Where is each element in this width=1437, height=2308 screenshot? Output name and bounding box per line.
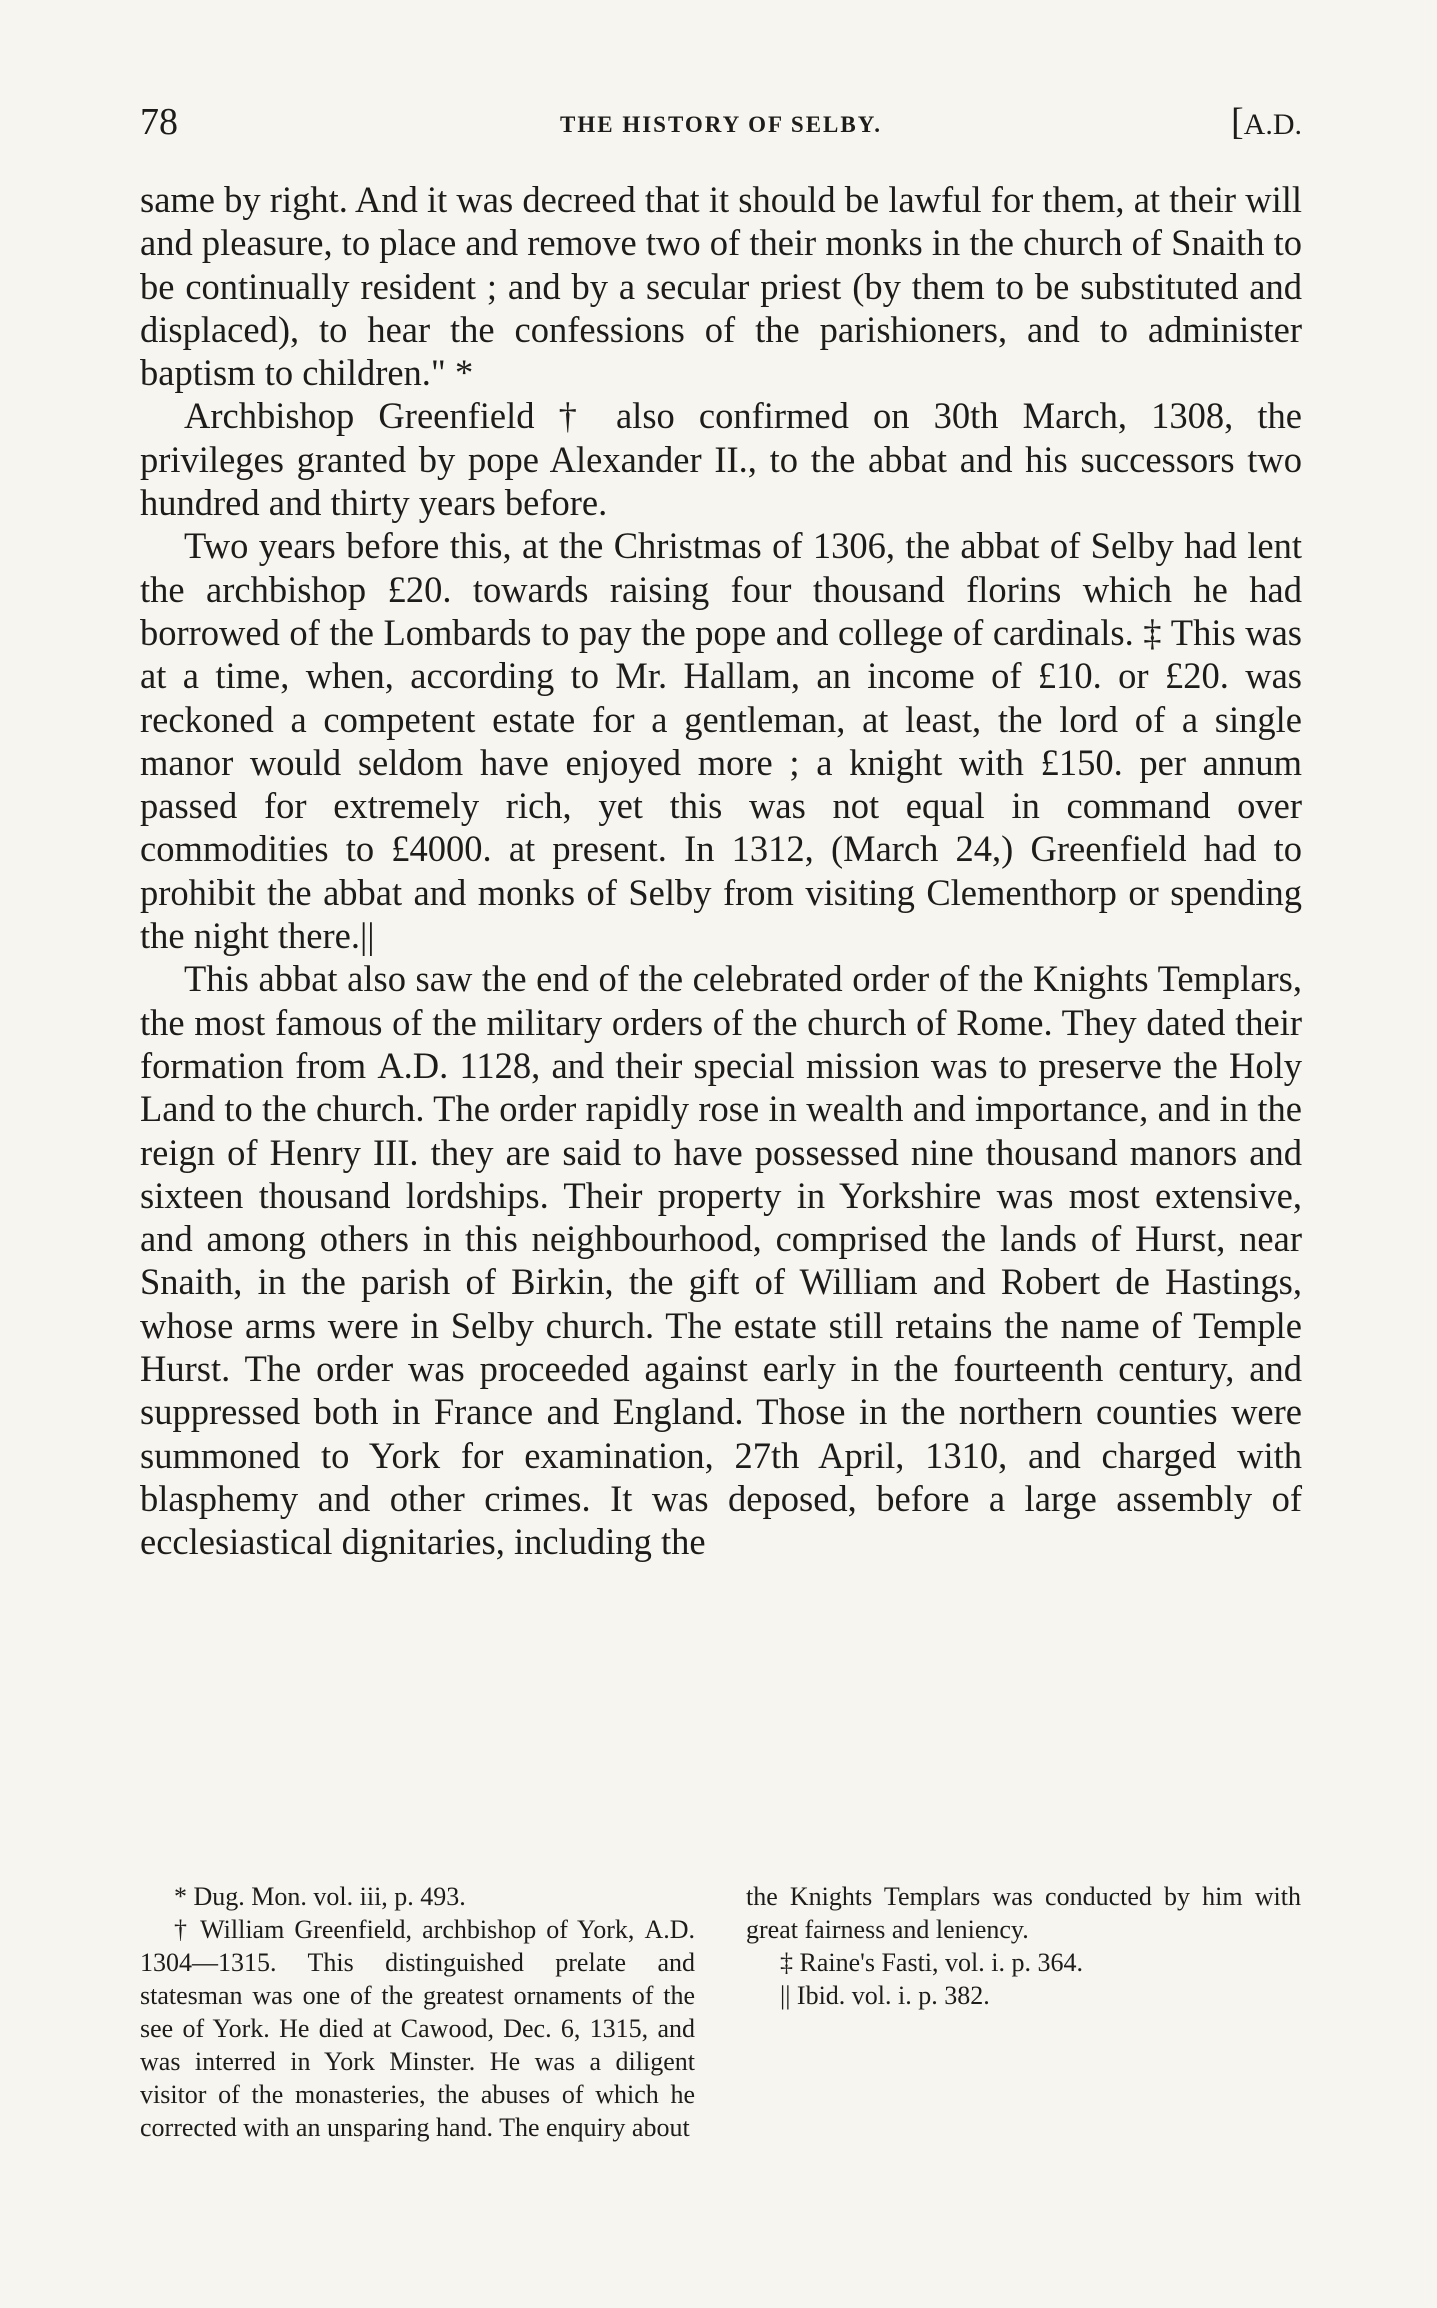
- footnote-2-part2: 1304—1315. This distinguished prelate and statesman was one of the greatest ornaments of the see of York. He died at Cawood, Dec. 6, 1315, and was interred in York Minster. He was a diligent visitor of the monasteries, the abuses of which he corrected with an unsparing hand. The enquiry about: [140, 1948, 695, 2142]
- page-number: 78: [140, 101, 178, 143]
- paragraph-templars-part2: 1128, and their special mission was to preserve the Holy Land to the church. The order rapidly rose in wealth and importance, and in the reign of Henry III. they are said to have possessed nine thousand manors and sixteen thousand lordships. Their property in Yorkshire was most extensive, and among others in this neighbourhood, comprised the lands of Hurst, near Snaith, in the parish of Birkin, the gift of William and Robert de Hastings, whose arms were in Selby church. The estate still retains the name of Temple Hurst. The order was proceeded against early in the fourteenth century, and suppressed both in France and England. Those in the northern counties were summoned to York for examination, 27th April, 1310, and charged with blasphemy and other crimes. It was deposed, before a large assembly of ecclesiastical dignitaries, including the: [140, 1044, 1303, 1563]
- footnotes-left-column: [140, 1880, 695, 2144]
- paragraph-templars-part1: This abbat also saw the end of the celebrated order of the Knights Templars, the most famous of the military orders of the church of Rome. They dated their formation from: [140, 958, 1302, 1086]
- footnote-2-era: A.D.: [644, 1915, 696, 1944]
- footnote-4: || Ibid. vol. i. p. 382.: [780, 1981, 990, 2010]
- paragraph-templars: [140, 957, 1302, 1563]
- footnote-2-part1: † William Greenfield, archbishop of York,: [174, 1915, 635, 1944]
- paragraph-continuation: same by right. And it was decreed that it should be lawful for them, at their will and pleasure, to place and remove two of their monks in the church of Snaith to be continually resident ; and by a secular priest (by them to be substituted and displaced), to hear the confessions of the parishioners, and to administer baptism to children." *: [140, 179, 1302, 394]
- paragraph-greenfield: Archbishop Greenfield † also confirmed on 30th March, 1308, the privileges granted by pope Alexander II., to the abbat and his successors two hundred and thirty years before.: [140, 395, 1302, 524]
- header-bracket: [: [1231, 101, 1244, 143]
- body-text: [140, 178, 1302, 1564]
- paragraph-loan: Two years before this, at the Christmas of 1306, the abbat of Selby had lent the archbishop £20. towards raising four thousand florins which he had borrowed of the Lombards to pay the pope and college of cardinals. ‡ This was at a time, when, according to Mr. Hallam, an income of £10. or £20. was reckoned a competent estate for a gentleman, at least, the lord of a single manor would seldom have enjoyed more ; a knight with £150. per annum passed for extremely rich, yet this was not equal in command over commodities to £4000. at present. In 1312, (March 24,) Greenfield had to prohibit the abbat and monks of Selby from visiting Clementhorp or spending the night there.||: [140, 525, 1302, 957]
- header-era: A.D.: [1243, 108, 1302, 141]
- paragraph-templars-era: A.D.: [377, 1044, 449, 1086]
- footnote-3: ‡ Raine's Fasti, vol. i. p. 364.: [780, 1948, 1083, 1977]
- page-header: [140, 100, 1302, 150]
- footnotes-right-column: [746, 1880, 1301, 2012]
- running-title: THE HISTORY OF SELBY.: [560, 112, 882, 137]
- footnote-2-start: [140, 1913, 695, 2144]
- footnote-1: * Dug. Mon. vol. iii, p. 493.: [174, 1882, 466, 1911]
- header-era-marker: [1231, 100, 1302, 144]
- footnote-2-continued: the Knights Templars was conducted by him with great fairness and leniency.: [746, 1882, 1301, 1944]
